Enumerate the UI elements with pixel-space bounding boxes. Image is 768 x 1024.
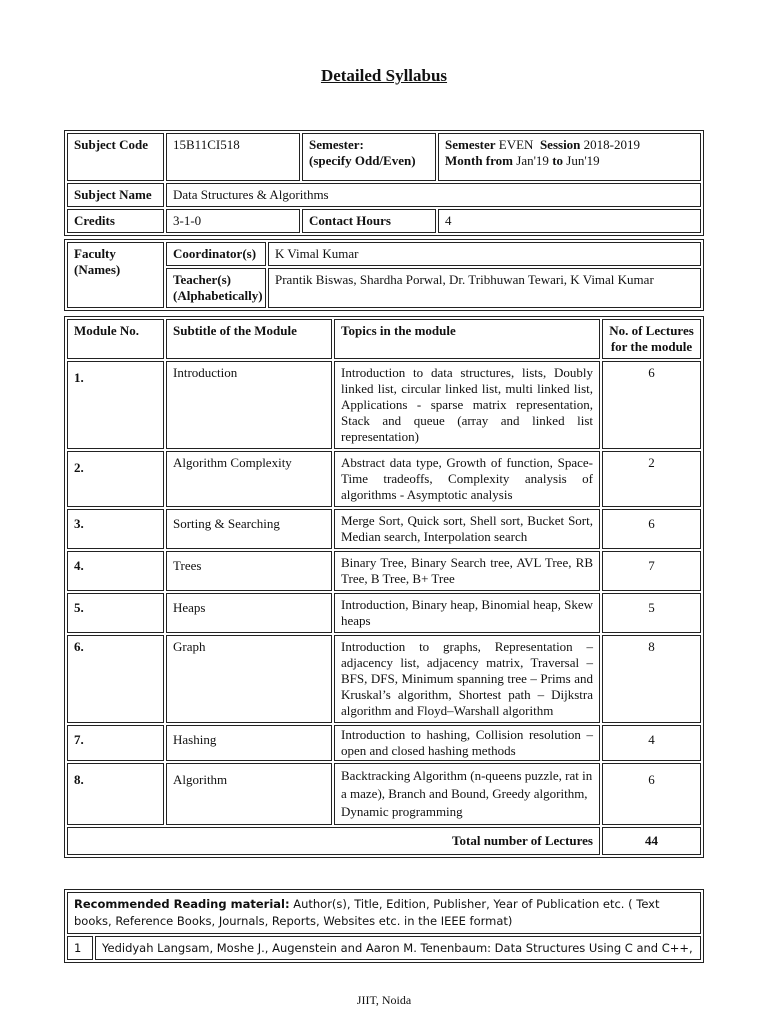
reading-item-text: Yedidyah Langsam, Moshe J., Augenstein and Aaron M. Tenenbaum: Data Structures Using C and C++, — [95, 936, 701, 960]
semester-text-label: Semester — [445, 137, 496, 152]
reading-header-row — [67, 892, 701, 934]
teacher-label: Teacher(s) (Alphabetically) — [166, 268, 266, 308]
module-lectures: 2 — [602, 451, 701, 507]
subject-code-row — [67, 133, 701, 181]
module-topics: Introduction to graphs, Representation – adjacency list, adjacency matrix, Traversal – BFS, DFS, Minimum spanning tree – Prims and Kruskal’s algorithm, Shortest path – Dijkstra algorithm and Floyd–Warshall algorithm — [334, 635, 600, 723]
module-subtitle: Sorting & Searching — [166, 509, 332, 549]
module-lectures: 6 — [602, 763, 701, 825]
reading-description: Author(s), Title, Edition, Publisher, Year of Publication etc. ( Text books, Reference Books, Journals, Reports, Websites etc. in the IEEE format) — [74, 897, 660, 928]
page-title: Detailed Syllabus — [320, 66, 448, 85]
semester-value: EVEN — [498, 137, 534, 152]
reading-item — [67, 936, 701, 960]
lectures-header: No. of Lectures for the module — [602, 319, 701, 359]
reading-heading-cell — [67, 892, 701, 934]
semester-session-cell — [438, 133, 701, 181]
module-no: 7. — [67, 725, 164, 761]
total-value: 44 — [602, 827, 701, 855]
module-lectures: 4 — [602, 725, 701, 761]
modules-table — [64, 316, 704, 858]
subject-name-value: Data Structures & Algorithms — [166, 183, 701, 207]
module-lectures: 8 — [602, 635, 701, 723]
module-no: 3. — [67, 509, 164, 549]
semester-label: Semester: — [309, 137, 364, 152]
teachers-value: Prantik Biswas, Shardha Porwal, Dr. Tribhuwan Tewari, K Vimal Kumar — [268, 268, 701, 308]
coordinator-label: Coordinator(s) — [166, 242, 266, 266]
contact-hours-value: 4 — [438, 209, 701, 233]
month-to-value: Jun'19 — [566, 153, 600, 168]
table-row — [67, 593, 701, 633]
module-topics: Introduction to data structures, lists, Doubly linked list, circular linked list, multi linked list, Applications - sparse matrix representation, Stack and queue (array and linked list representation) — [334, 361, 600, 449]
module-no-header: Module No. — [67, 319, 164, 359]
total-row — [67, 827, 701, 855]
module-lectures: 6 — [602, 509, 701, 549]
total-label: Total number of Lectures — [67, 827, 600, 855]
table-row — [67, 763, 701, 825]
month-from-value: Jan'19 — [516, 153, 549, 168]
credits-label: Credits — [67, 209, 164, 233]
faculty-table — [64, 239, 704, 311]
module-subtitle: Trees — [166, 551, 332, 591]
module-no: 5. — [67, 593, 164, 633]
modules-header-row — [67, 319, 701, 359]
subject-info-table — [64, 130, 704, 236]
module-topics: Backtracking Algorithm (n-queens puzzle, rat in a maze), Branch and Bound, Greedy algorithm, Dynamic programming — [334, 763, 600, 825]
reading-heading: Recommended Reading material: — [74, 897, 290, 911]
module-subtitle: Algorithm Complexity — [166, 451, 332, 507]
module-subtitle: Algorithm — [166, 763, 332, 825]
reading-table — [64, 889, 704, 963]
subject-code-label: Subject Code — [67, 133, 164, 181]
faculty-label: Faculty (Names) — [67, 242, 164, 308]
table-row — [67, 551, 701, 591]
table-row — [67, 509, 701, 549]
module-subtitle: Graph — [166, 635, 332, 723]
table-row — [67, 725, 701, 761]
module-no: 6. — [67, 635, 164, 723]
semester-hint: (specify Odd/Even) — [309, 153, 416, 168]
session-label: Session — [539, 137, 581, 152]
session-value: 2018-2019 — [583, 137, 641, 152]
to-label: to — [552, 153, 564, 168]
subject-code-value: 15B11CI518 — [166, 133, 300, 181]
credits-value: 3-1-0 — [166, 209, 300, 233]
subtitle-header: Subtitle of the Module — [166, 319, 332, 359]
module-lectures: 7 — [602, 551, 701, 591]
subject-name-row — [67, 183, 701, 207]
module-no: 4. — [67, 551, 164, 591]
semester-cell — [302, 133, 436, 181]
module-no: 2. — [67, 451, 164, 507]
module-subtitle: Hashing — [166, 725, 332, 761]
contact-hours-label: Contact Hours — [302, 209, 436, 233]
module-subtitle: Heaps — [166, 593, 332, 633]
reading-item-no: 1 — [67, 936, 93, 960]
subject-name-label: Subject Name — [67, 183, 164, 207]
module-topics: Introduction to hashing, Collision resolution – open and closed hashing methods — [334, 725, 600, 761]
module-lectures: 6 — [602, 361, 701, 449]
module-topics: Introduction, Binary heap, Binomial heap, Skew heaps — [334, 593, 600, 633]
module-subtitle: Introduction — [166, 361, 332, 449]
coordinator-value: K Vimal Kumar — [268, 242, 701, 266]
module-topics: Merge Sort, Quick sort, Shell sort, Bucket Sort, Median search, Interpolation search — [334, 509, 600, 549]
module-lectures: 5 — [602, 593, 701, 633]
page-footer: JIIT, Noida — [356, 993, 412, 1007]
module-topics: Abstract data type, Growth of function, Space-Time tradeoffs, Complexity analysis of algorithms - Asymptotic analysis — [334, 451, 600, 507]
table-row — [67, 635, 701, 723]
table-row — [67, 361, 701, 449]
module-no: 8. — [67, 763, 164, 825]
month-from-label: Month from — [445, 153, 514, 168]
credits-row — [67, 209, 701, 233]
topics-header: Topics in the module — [334, 319, 600, 359]
coordinator-row — [67, 242, 701, 266]
table-row — [67, 451, 701, 507]
module-no: 1. — [67, 361, 164, 449]
module-topics: Binary Tree, Binary Search tree, AVL Tree, RB Tree, B Tree, B+ Tree — [334, 551, 600, 591]
